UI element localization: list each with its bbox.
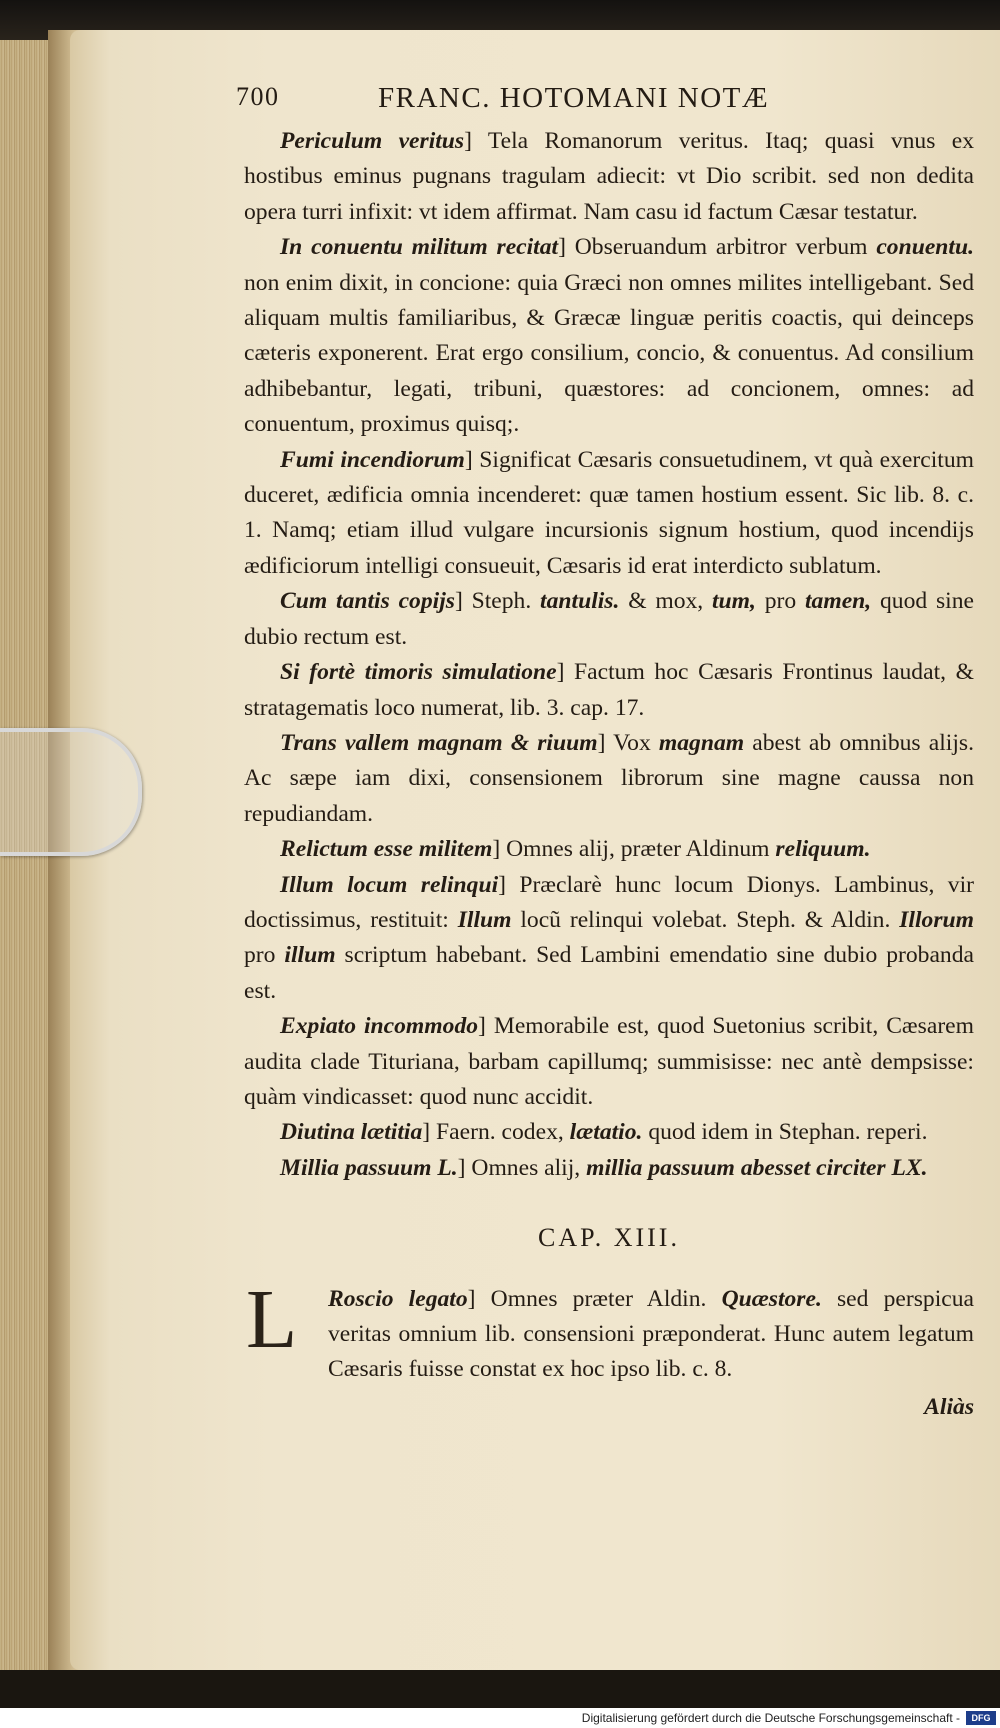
note-text: sed perspicua veritas omnium lib. consensioni præponderat. Hunc autem legatum Cæsaris fuisse constat ex hoc ipso lib. c. 8. <box>328 1285 974 1383</box>
note-text: ] Omnes alij, <box>457 1154 587 1181</box>
lemma: Cum tantis copijs <box>280 588 455 615</box>
note-text: pro <box>755 588 805 615</box>
italic-word: millia passuum abesset circiter LX. <box>586 1154 928 1181</box>
note-entry <box>244 1115 974 1150</box>
chapter-heading: CAP. XIII. <box>538 1223 680 1253</box>
italic-word: tum, <box>712 588 756 615</box>
note-text: pro <box>244 942 285 969</box>
italic-word: reliquum. <box>775 836 871 863</box>
note-text: ] Tela Romanorum veritus. Itaq; quasi vnus ex hostibus eminus pugnans tragulam adiecit: vt Dio scribit. sed non dedita opera turri infixit: vt idem affirmat. Nam casu id factum Cæsar testatur. <box>244 128 974 225</box>
note-text: ] Obseruandum arbitror verbum <box>558 234 877 261</box>
note-text: ] Præclarè hunc locum Dionys. Lambinus, vir doctissimus, restituit: <box>244 871 974 933</box>
note-entry <box>244 584 974 655</box>
footer-credit: Digitalisierung gefördert durch die Deutsche Forschungsgemeinschaft - <box>581 1711 960 1725</box>
note-entry <box>244 124 974 230</box>
note-entry <box>244 1272 974 1388</box>
note-text: ] Factum hoc Cæsaris Frontinus laudat, & stratagematis loco numerat, lib. 3. cap. 17. <box>244 659 974 721</box>
italic-word: conuentu. <box>876 234 974 261</box>
lemma: Millia passuum L. <box>280 1154 458 1181</box>
italic-word: lætatio. <box>569 1119 643 1146</box>
lemma: Illum locum relinqui <box>280 871 499 898</box>
italic-word: tamen, <box>805 588 872 615</box>
note-text: ] Faern. codex, <box>422 1119 570 1146</box>
note-entry <box>244 443 974 585</box>
note-text: ] Omnes alij, præter Aldinum <box>492 836 776 863</box>
note-text: scriptum habebant. Sed Lambini emendatio sine dubio probanda est. <box>244 942 974 1004</box>
note-text: ] Steph. <box>454 588 541 615</box>
lemma: Trans vallem magnam & riuum <box>280 729 598 756</box>
catchword: Aliàs <box>924 1393 974 1420</box>
page-clip <box>0 728 142 856</box>
running-head: FRANC. HOTOMANI NOTÆ <box>378 82 770 114</box>
note-text: ] Omnes præter Aldin. <box>467 1285 722 1312</box>
italic-word: Quæstore. <box>721 1285 822 1312</box>
italic-word: illum <box>284 942 336 969</box>
lemma: Fumi incendiorum <box>280 446 465 473</box>
note-entry <box>244 868 974 1010</box>
note-entry <box>244 832 974 867</box>
italic-word: Illorum <box>899 906 974 933</box>
backdrop-bottom <box>0 1670 1000 1708</box>
footer-bar <box>0 1708 1000 1728</box>
note-text: locũ relinqui volebat. Steph. & Aldin. <box>511 906 900 933</box>
note-entry <box>244 655 974 726</box>
note-text: non enim dixit, in concione: quia Græci non omnes milites intelligebant. Sed aliquam multis familiaribus, & Græcæ linguæ peritis coactis, qui deinceps cæteris exponerent. Erat ergo consilium, concio, & conuentus. Ad consilium adhibebantur, legati, tribuni, quæstores: ad concionem, omnes: ad conuentum, proximus quisq;. <box>244 269 974 438</box>
page-number: 700 <box>236 82 280 111</box>
lemma: Diutina lætitia <box>280 1119 423 1146</box>
lemma: Si fortè timoris simulatione <box>280 659 557 686</box>
dfg-logo: DFG <box>966 1711 996 1725</box>
note-entry <box>244 1151 974 1186</box>
note-text: quod idem in Stephan. reperi. <box>642 1119 928 1146</box>
note-entry <box>244 1009 974 1115</box>
main-text <box>244 124 974 1449</box>
lemma: Expiato incommodo <box>280 1013 479 1040</box>
note-text: ] Memorabile est, quod Suetonius scribit, Cæsarem audita clade Tituriana, barbam capillumq; summisisse: nec antè dempsisse: quàm vindicasset: quod nunc accidit. <box>244 1013 974 1110</box>
note-entry <box>244 230 974 442</box>
note-text: quod sine dubio rectum est. <box>244 588 974 650</box>
lemma: In conuentu militum recitat <box>280 234 559 261</box>
note-text: & mox, <box>619 588 712 615</box>
lemma: Relictum esse militem <box>280 836 493 863</box>
note-text: ] Vox <box>597 729 659 756</box>
lemma: Periculum veritus <box>280 128 465 154</box>
italic-word: tantulis. <box>540 588 620 615</box>
page-header <box>236 82 856 118</box>
italic-word: Illum <box>457 906 512 933</box>
note-text: abest ab omnibus alijs. Ac sæpe iam dixi, consensionem librorum sine magne caussa non repudiandam. <box>244 729 974 827</box>
note-entry <box>244 726 974 832</box>
note-text: ] Significat Cæsaris consuetudinem, vt quà exercitum duceret, ædificia omnia incenderet: quæ tamen hostium essent. Sic lib. 8. c. 1. Namq; etiam illud vulgare incursionis signum hostium, quod incendijs ædificiorum intelligi consueuit, Cæsaris id erat interdicto sublatum. <box>244 446 974 579</box>
drop-cap: L <box>246 1272 298 1366</box>
lemma: Roscio legato <box>328 1285 468 1312</box>
italic-word: magnam <box>658 729 745 756</box>
